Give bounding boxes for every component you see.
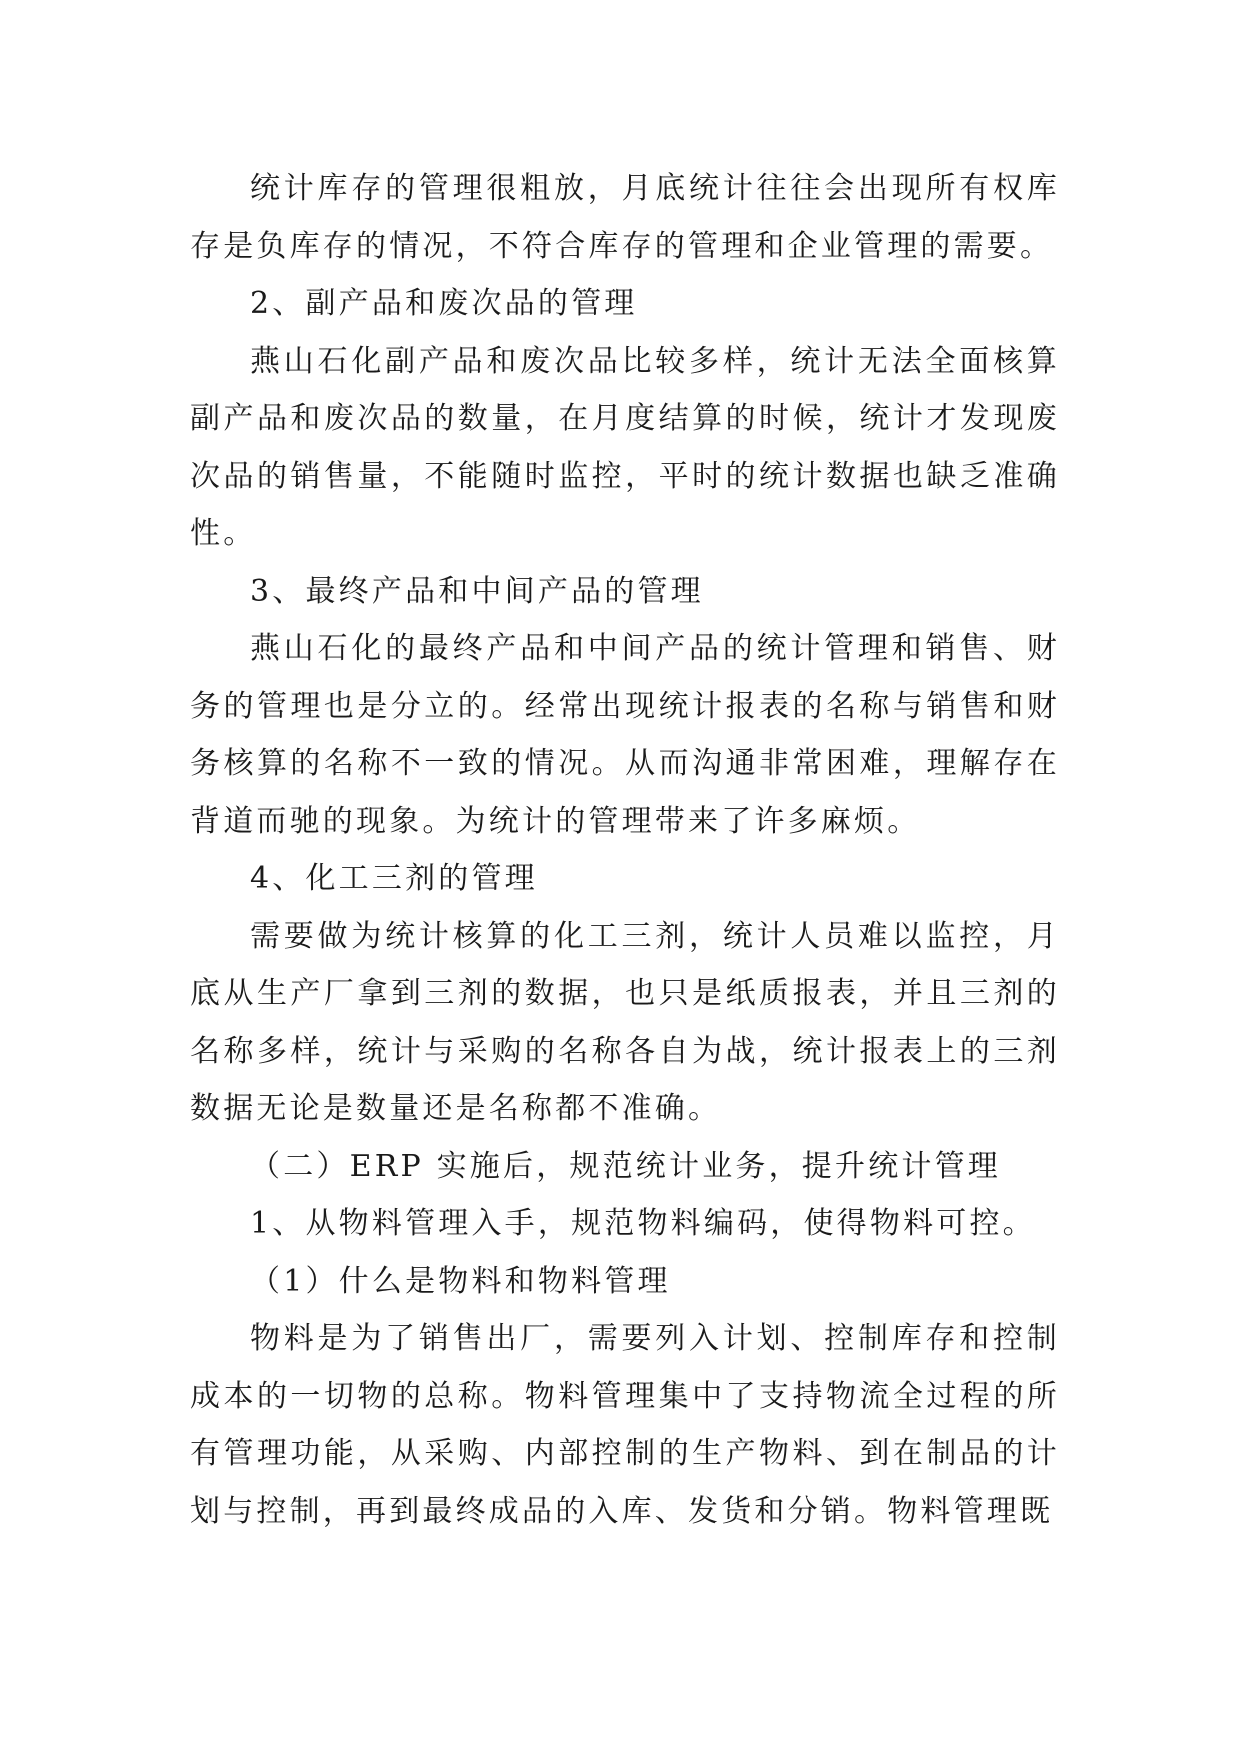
paragraph-material-definition: 物料是为了销售出厂，需要列入计划、控制库存和控制成本的一切物的总称。物料管理集中了支持物流全过程的所有管理功能，从采购、内部控制的生产物料、到在制品的计划与控制，再到最终成品的入库、发货和分销。物料管理既 (190, 1321, 1060, 1529)
heading-chemical-agents: 4、化工三剂的管理 (250, 861, 538, 896)
paragraph-final-intermediate-products: 燕山石化的最终产品和中间产品的统计管理和销售、财务的管理也是分立的。经常出现统计报表的名称与销售和财务核算的名称不一致的情况。从而沟通非常困难，理解存在背道而驰的现象。为统计的管理带来了许多麻烦。 (190, 631, 1060, 839)
heading-final-intermediate-products: 3、最终产品和中间产品的管理 (250, 573, 704, 609)
paragraph-chemical-agents: 需要做为统计核算的化工三剂，统计人员难以监控，月底从生产厂拿到三剂的数据，也只是纸质报表，并且三剂的名称多样，统计与采购的名称各自为战，统计报表上的三剂数据无论是数量还是名称都不准确。 (190, 918, 1060, 1126)
paragraph-byproducts: 燕山石化副产品和废次品比较多样，统计无法全面核算副产品和废次品的数量，在月度结算的时候，统计才发现废次品的销售量，不能随时监控，平时的统计数据也缺乏准确性。 (190, 343, 1060, 551)
heading-material-management: 1、从物料管理入手，规范物料编码，使得物料可控。 (250, 1206, 1036, 1241)
heading-erp-implementation: （二）ERP 实施后，规范统计业务，提升统计管理 (250, 1148, 1002, 1184)
heading-what-is-material: （1）什么是物料和物料管理 (250, 1263, 671, 1299)
paragraph-inventory-management: 统计库存的管理很粗放，月底统计往往会出现所有权库存是负库存的情况，不符合库存的管理和企业管理的需要。 (190, 171, 1060, 264)
heading-byproducts: 2、副产品和废次品的管理 (250, 286, 638, 321)
document-body (190, 160, 1060, 1540)
